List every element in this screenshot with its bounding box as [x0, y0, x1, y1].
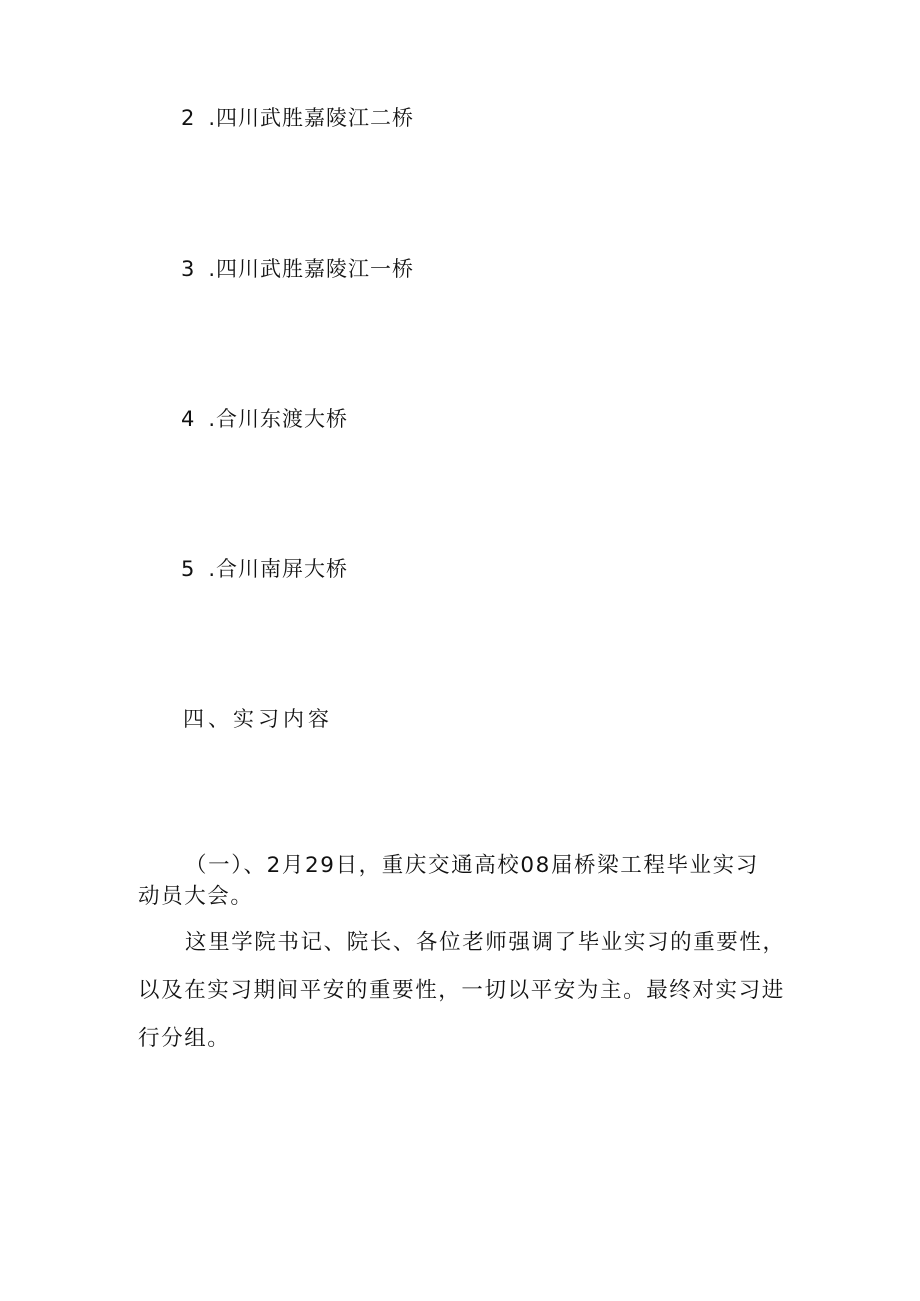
list-item-text: .合川东渡大桥: [208, 407, 349, 431]
paragraph-line: 动员大会。: [138, 884, 254, 909]
list-item-number: 4: [181, 407, 195, 431]
list-item-number: 2: [181, 106, 195, 130]
list-item: [181, 103, 414, 133]
list-item-text: .四川武胜嘉陵江二桥: [208, 106, 415, 130]
list-item-number: 3: [181, 257, 195, 281]
list-item-number: 5: [181, 557, 195, 581]
paragraph-line: 行分组。: [138, 1026, 231, 1051]
list-item: [181, 404, 348, 434]
paragraph-line: 这里学院书记、院长、各位老师强调了毕业实习的重要性，: [185, 930, 786, 955]
list-item-text: .合川南屏大桥: [208, 557, 349, 581]
paragraph-line: 以及在实习期间平安的重要性，一切以平安为主。最终对实习进: [138, 978, 785, 1003]
list-item-text: .四川武胜嘉陵江一桥: [208, 257, 415, 281]
list-item: [181, 554, 348, 584]
section-heading: 四、实习内容: [183, 707, 333, 731]
paragraph-line: （一）、2月29日，重庆交通高校08届桥梁工程毕业实习: [185, 853, 759, 878]
list-item: [181, 254, 414, 284]
